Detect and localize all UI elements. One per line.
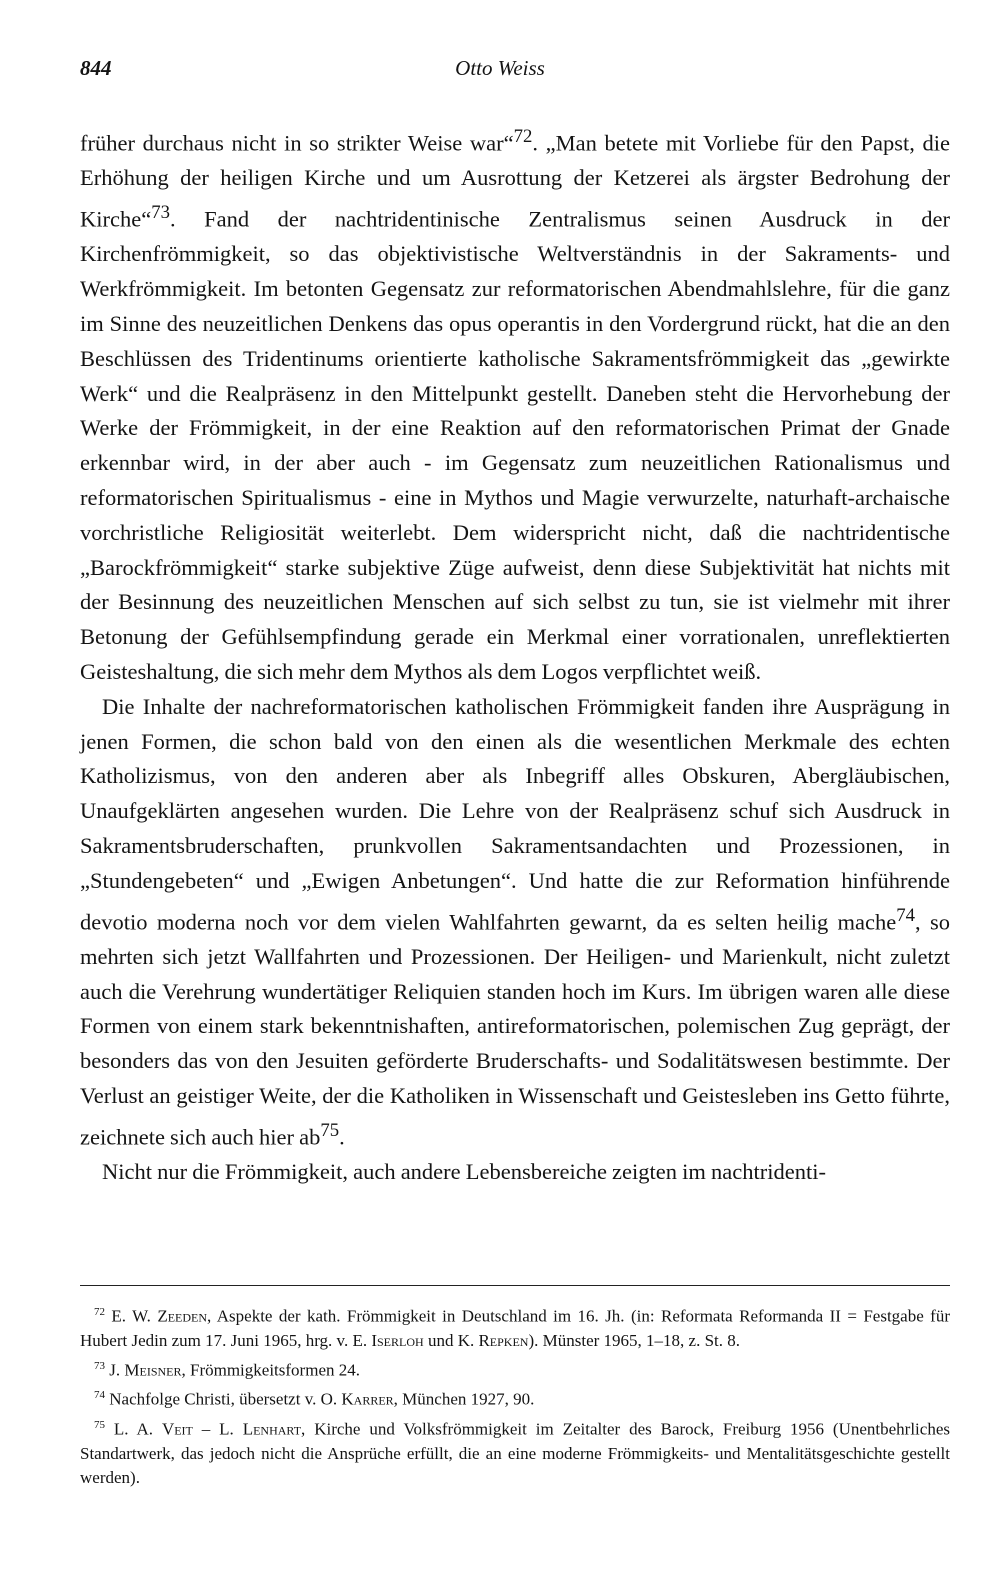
paragraph-3: Nicht nur die Frömmigkeit, auch andere Lebensbereiche zeigten im nachtridenti-: [102, 1159, 826, 1185]
footnote-divider: [80, 1285, 950, 1286]
footnote-73: $^{73}$ J. Meisner, Frömmigkeitsformen 24.: [94, 1359, 360, 1380]
page-number: 844: [80, 56, 112, 80]
footnote-75: $^{75}$ L. A. Veit – L. Lenhart, Kirche und Volksfrömmigkeit im Zeitalter des Barock, Freiburg 1956 (Unentbehrliches Standartwerk, das jedoch nicht die Ansprüche erfüllt, die an eine moderne Frömmigkeits- und Mentalitätsgeschichte gestellt werden).: [80, 1418, 950, 1487]
footnote-74: $^{74}$ Nachfolge Christi, übersetzt v. O. Karrer, München 1927, 90.: [94, 1389, 535, 1409]
paragraph-1: früher durchaus nicht in so strikter Weise war“$^{72}$. „Man betete mit Vorliebe für den Papst, die Erhöhung der heiligen Kirche und um Ausrottung der Ketzerei als ärgster Bedrohung der Kirche“$^{73}$. Fand der nachtridentinische Zentralismus seinen Ausdruck in der Kirchenfrömmigkeit, so das objektivistische Weltverständnis in der Sakraments- und Werkfrömmigkeit. Im betonten Gegensatz zur reformatorischen Abendmahlslehre, für die ganz im Sinne des neuzeitlichen Denkens das opus operantis in den Vordergrund rückt, hat die an den Beschlüssen des Tridentinums orientierte katholische Sakramentsfrömmigkeit das „gewirkte Werk“ und die Realpräsenz in den Mittelpunkt gestellt. Daneben steht die Hervorhebung der Werke der Frömmigkeit, in der eine Reaktion auf den reformatorischen Primat der Gnade erkennbar wird, in der aber auch - im Gegensatz zum neuzeitlichen Rationalismus und reformatorischen Spiritualismus - eine in Mythos und Magie verwurzelte, naturhaft-archaische vorchristliche Religiosität weiterlebt. Dem widerspricht nicht, daß die nachtridentische „Barockfrömmigkeit“ starke subjektive Züge aufweist, denn diese Subjektivität hat nichts mit der Besinnung des neuzeitlichen Menschen auf sich selbst zu tun, sie ist vielmehr mit ihrer Betonung der Gefühlsempfindung gerade ein Merkmal einer vorrationalen, unreflektierten Geisteshaltung, die sich mehr dem Mythos als dem Logos verpflichtet weiß.: [80, 126, 950, 684]
footnotes: [80, 1300, 950, 1491]
body-text: [80, 120, 950, 1190]
footnote-72: $^{72}$ E. W. Zeeden, Aspekte der kath. Frömmigkeit in Deutschland im 16. Jh. (in: Reformata Reformanda II = Festgabe für Hubert Jedin zum 17. Juni 1965, hrg. v. E. Iserloh und K. Repken). Münster 1965, 1–18, z. St. 8.: [80, 1306, 950, 1350]
running-title: Otto Weiss: [455, 56, 545, 80]
paragraph-2: Die Inhalte der nachreformatorischen katholischen Frömmigkeit fanden ihre Ausprägung in jenen Formen, die schon bald von den einen als die wesentlichen Merkmale des echten Katholizismus, von den anderen aber als Inbegriff alles Obskuren, Abergläubischen, Unaufgeklärten angesehen wurden. Die Lehre von der Realpräsenz schuf sich Ausdruck in Sakramentsbruderschaften, prunkvollen Sakramentsandachten und Prozessionen, in „Stundengebeten“ und „Ewigen Anbetungen“. Und hatte die zur Reformation hinführende devotio moderna noch vor dem vielen Wahlfahrten gewarnt, da es selten heilig mache$^{74}$, so mehrten sich jetzt Wallfahrten und Prozessionen. Der Heiligen- und Marienkult, nicht zuletzt auch die Verehrung wundertätiger Reliquien standen hoch im Kurs. Im übrigen waren alle diese Formen von einem stark bekenntnishaften, antireformatorischen, polemischen Zug geprägt, der besonders das von den Jesuiten geförderte Bruderschafts- und Sodalitätswesen bestimmte. Der Verlust an geistiger Weite, der die Katholiken in Wissenschaft und Geistesleben ins Getto führte, zeichnete sich auch hier $ab^{75}$.: [80, 693, 950, 1150]
